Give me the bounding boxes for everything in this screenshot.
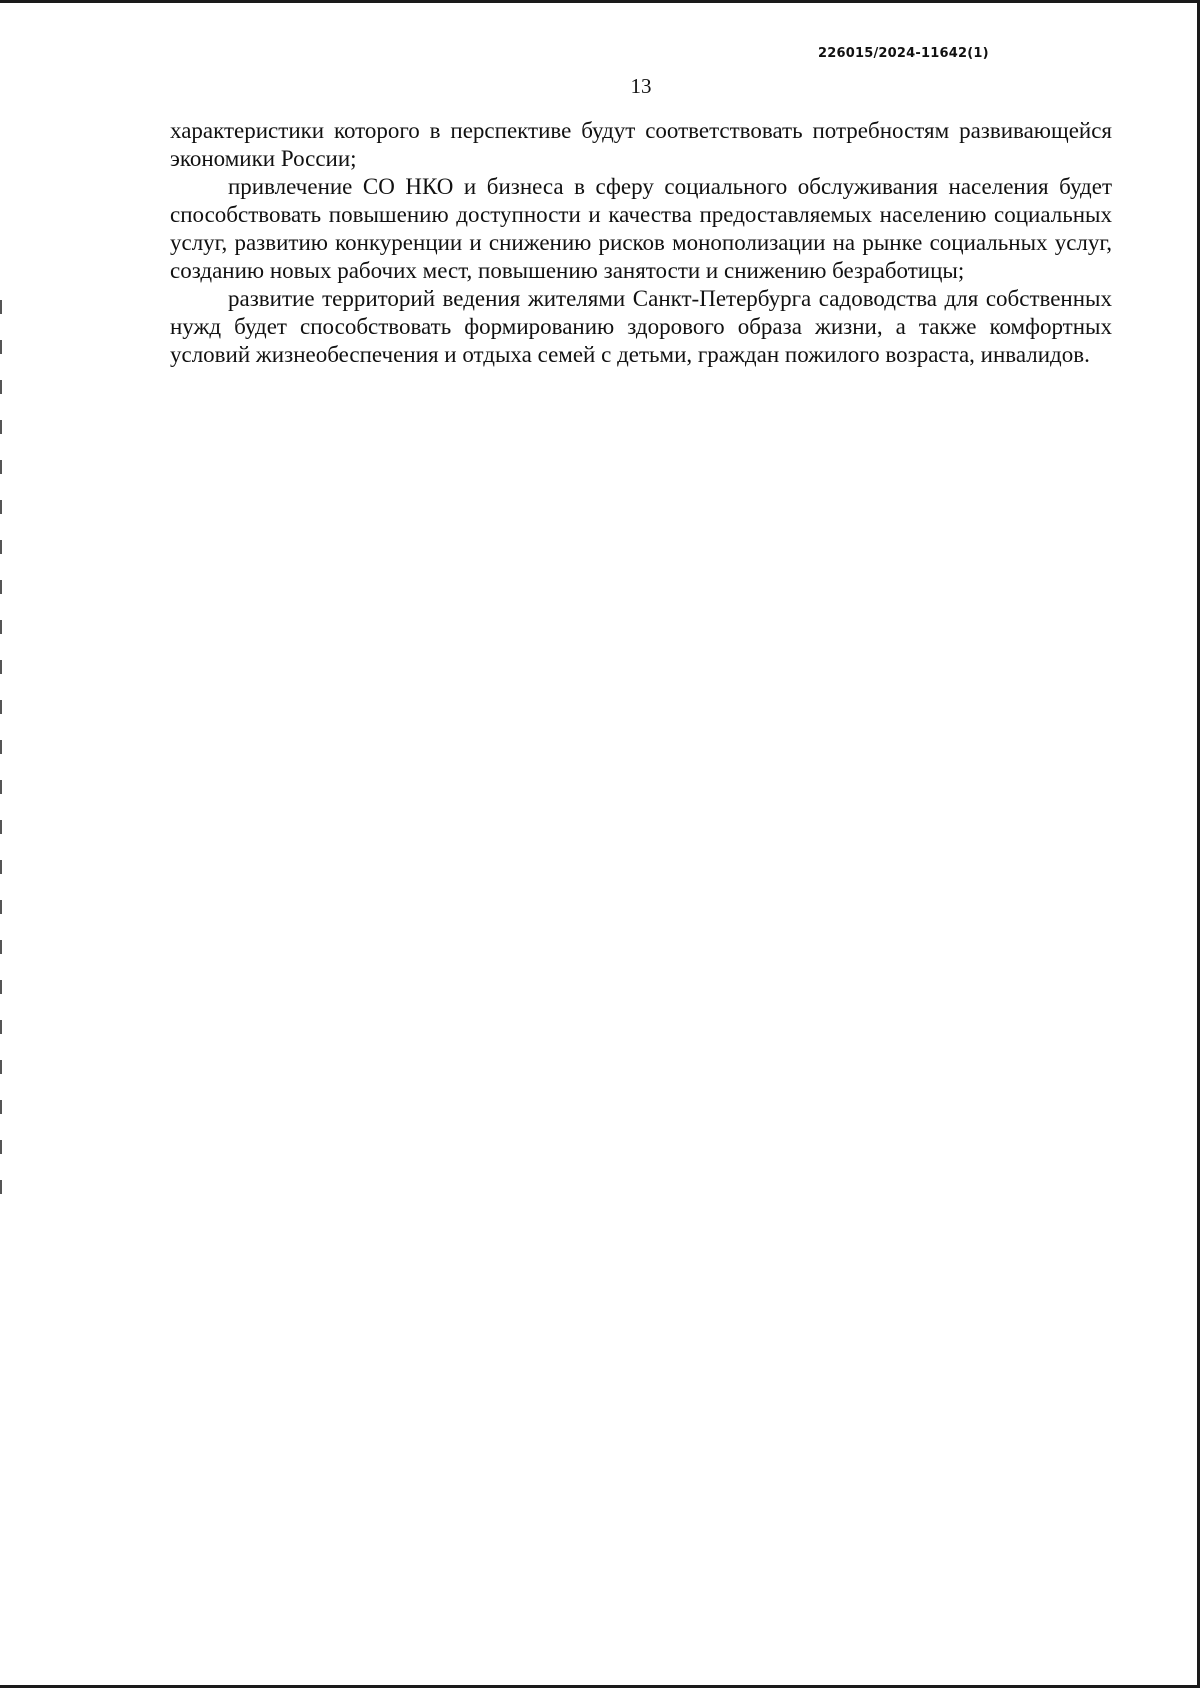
page-number: 13: [630, 74, 652, 98]
paragraph-sonko: привлечение СО НКО и бизнеса в сферу социального обслуживания населения будет способствовать повышению доступности и качества предоставляемых населению социальных услуг, развитию конкуренции и снижению рисков монополизации на рынке социальных услуг, созданию новых рабочих мест, повышению занятости и снижению безработицы;: [170, 174, 1112, 283]
document-registration-number: 226015/2024-11642(1): [818, 46, 989, 61]
scan-border-left: [0, 300, 2, 1200]
paragraph-gardening: развитие территорий ведения жителями Санкт-Петербурга садоводства для собственных нужд будет способствовать формированию здорового образа жизни, а также комфортных условий жизнеобеспечения и отдыха семей с детьми, граждан пожилого возраста, инвалидов.: [170, 286, 1112, 367]
document-body: [170, 117, 1112, 369]
paragraph-continuation: характеристики которого в перспективе будут соответствовать потребностям развивающейся экономики России;: [170, 118, 1112, 171]
scan-border-top: [0, 0, 1200, 3]
